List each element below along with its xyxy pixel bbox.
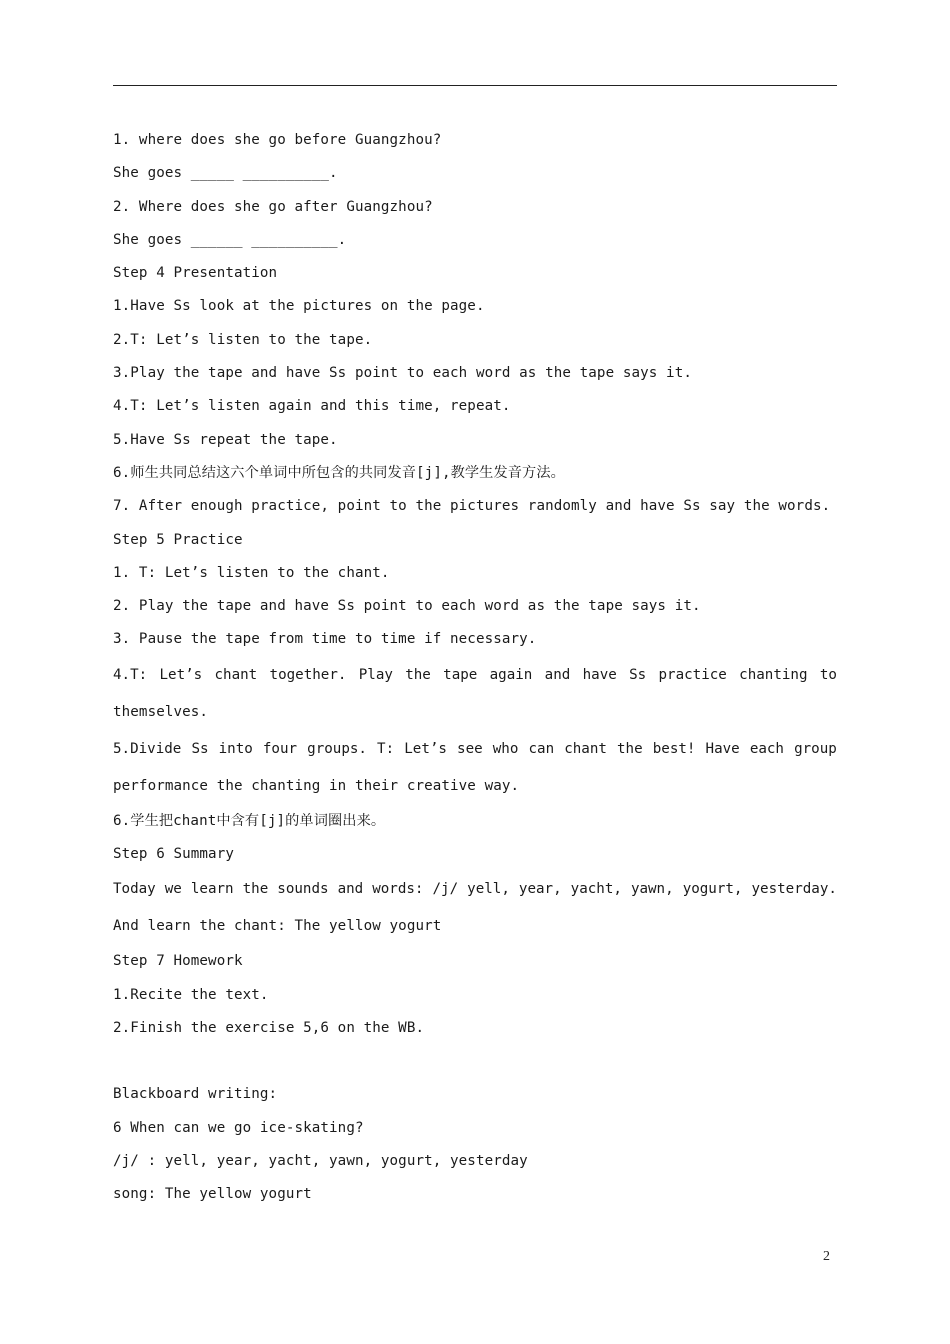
page-number: 2 bbox=[823, 1249, 830, 1264]
step-6-heading: Step 6 Summary bbox=[113, 846, 234, 863]
answer-1: She goes _____ __________. bbox=[113, 165, 338, 182]
step-5-item-6: 6.学生把chant中含有[j]的单词圈出来。 bbox=[113, 812, 386, 829]
blackboard-words: /j/ : yell, year, yacht, yawn, yogurt, yesterday bbox=[113, 1152, 528, 1169]
step-4-item-2: 2.T: Let’s listen to the tape. bbox=[113, 331, 373, 348]
step-5-item-1: 1. T: Let’s listen to the chant. bbox=[113, 564, 390, 581]
answer-2: She goes ______ __________. bbox=[113, 231, 347, 248]
homework-item-2: 2.Finish the exercise 5,6 on the WB. bbox=[113, 1019, 425, 1036]
step-4-item-7: 7. After enough practice, point to the pictures randomly and have Ss say the words. bbox=[113, 498, 831, 515]
step-4-item-6: 6.师生共同总结这六个单词中所包含的共同发音[j],教学生发音方法。 bbox=[113, 464, 565, 481]
step-4-item-4: 4.T: Let’s listen again and this time, repeat. bbox=[113, 398, 511, 415]
document-body bbox=[113, 124, 837, 1211]
step-5-heading: Step 5 Practice bbox=[113, 531, 243, 548]
summary-line-1: Today we learn the sounds and words: /j/ yell, year, yacht, yawn, yogurt, yesterday. bbox=[113, 881, 837, 898]
question-1: 1. where does she go before Guangzhou? bbox=[113, 132, 442, 148]
step-4-heading: Step 4 Presentation bbox=[113, 265, 278, 282]
header-rule bbox=[113, 85, 837, 86]
summary-line-2: And learn the chant: The yellow yogurt bbox=[113, 918, 442, 935]
step-5-item-5-continued: performance the chanting in their creative way. bbox=[113, 777, 520, 794]
step-5-item-5: 5.Divide Ss into four groups. T: Let’s see who can chant the best! Have each group bbox=[113, 740, 837, 757]
step-4-item-5: 5.Have Ss repeat the tape. bbox=[113, 431, 338, 448]
blackboard-song: song: The yellow yogurt bbox=[113, 1186, 312, 1203]
homework-item-1: 1.Recite the text. bbox=[113, 986, 269, 1003]
blackboard-heading: Blackboard writing: bbox=[113, 1086, 278, 1103]
step-5-item-3: 3. Pause the tape from time to time if necessary. bbox=[113, 631, 537, 648]
step-4-item-3: 3.Play the tape and have Ss point to each word as the tape says it. bbox=[113, 365, 692, 382]
step-5-item-4-continued: themselves. bbox=[113, 703, 209, 720]
blackboard-title: 6 When can we go ice-skating? bbox=[113, 1119, 364, 1136]
step-4-item-1: 1.Have Ss look at the pictures on the page. bbox=[113, 298, 485, 315]
question-2: 2. Where does she go after Guangzhou? bbox=[113, 198, 433, 215]
step-5-item-4: 4.T: Let’s chant together. Play the tape again and have Ss practice chanting to bbox=[113, 666, 837, 683]
step-5-item-2: 2. Play the tape and have Ss point to each word as the tape says it. bbox=[113, 598, 701, 615]
blank-spacer bbox=[113, 1045, 837, 1078]
step-7-heading: Step 7 Homework bbox=[113, 953, 243, 970]
